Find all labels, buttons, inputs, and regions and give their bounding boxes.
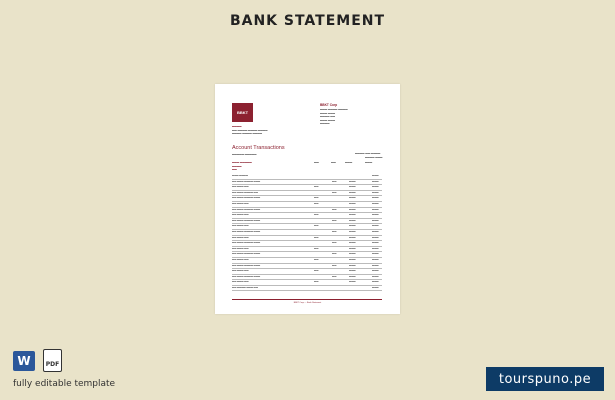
table-row: ▬▬ ▬▬▬ ▬▬ ▬▬ ▬▬▬ ▬▬▬ bbox=[232, 258, 382, 264]
table-header: ▬▬▬ ▬▬▬▬▬ bbox=[232, 161, 252, 164]
table-header: ▬▬ bbox=[314, 161, 319, 164]
section-title: Account Transactions bbox=[232, 145, 285, 151]
statement-dates: ▬▬▬▬ ▬▬ ▬▬▬▬ bbox=[355, 152, 381, 155]
table-row: ▬▬ ▬▬▬ ▬▬ ▬▬ ▬▬▬ ▬▬▬ bbox=[232, 280, 382, 286]
table-row: ▬▬ ▬▬▬ ▬▬▬▬ ▬▬▬ ▬▬ ▬▬▬ ▬▬▬ bbox=[232, 219, 382, 225]
table-row: ▬▬▬ ▬▬▬▬ ▬▬▬ bbox=[232, 174, 382, 180]
bank-address-line: ▬▬▬▬ bbox=[320, 122, 330, 125]
customer-address: ▬▬▬▬ ▬▬▬▬ ▬▬▬▬ bbox=[232, 132, 263, 135]
table-header: ▬▬ bbox=[331, 161, 336, 164]
word-file-icon: W bbox=[13, 351, 35, 371]
customer-name: ▬▬▬▬ bbox=[232, 125, 242, 128]
table-row: ▬▬ ▬▬▬ ▬▬ ▬▬ ▬▬▬ ▬▬▬ bbox=[232, 202, 382, 208]
table-row: ▬▬ ▬▬▬ ▬▬ ▬▬ ▬▬▬ ▬▬▬ bbox=[232, 269, 382, 275]
customer-address: ▬▬ ▬▬▬▬ ▬▬▬▬ ▬▬▬▬ bbox=[232, 128, 268, 132]
table-header: ▬▬▬▬ bbox=[232, 164, 242, 168]
footer-divider bbox=[232, 299, 382, 300]
table-row: ▬▬ ▬▬▬ ▬▬▬▬ ▬▬▬ ▬▬ ▬▬▬ ▬▬▬ bbox=[232, 208, 382, 214]
table-row: ▬▬ ▬▬▬ ▬▬ ▬▬ ▬▬▬ ▬▬▬ bbox=[232, 247, 382, 253]
table-row: ▬▬ ▬▬▬ ▬▬▬▬ ▬▬▬ ▬▬ ▬▬▬ ▬▬▬ bbox=[232, 241, 382, 247]
bank-logo: BBKT bbox=[232, 103, 253, 122]
document-footer: BBKT Corp — Bank Statement bbox=[293, 302, 322, 304]
table-row: ▬▬ ▬▬▬ ▬▬▬▬ ▬▬▬ ▬▬ ▬▬▬ ▬▬▬ bbox=[232, 252, 382, 258]
statement-period: ▬▬▬▬▬ ▬▬▬▬▬ bbox=[232, 153, 257, 156]
statement-document bbox=[215, 84, 400, 314]
page-title: BANK STATEMENT bbox=[229, 13, 386, 29]
table-row: ▬▬ ▬▬▬ ▬▬▬▬ ▬▬▬ ▬▬ ▬▬▬ ▬▬▬ bbox=[232, 230, 382, 236]
table-row: ▬▬ ▬▬▬ ▬▬ ▬▬ ▬▬▬ ▬▬▬ bbox=[232, 224, 382, 230]
bank-address-line: ▬▬▬▬ ▬▬ bbox=[320, 115, 336, 118]
table-row: ▬▬ ▬▬▬ ▬▬▬▬ ▬▬ ▬▬ ▬▬▬ ▬▬▬ bbox=[232, 191, 382, 197]
table-row: ▬▬ ▬▬▬ ▬▬▬▬ ▬▬▬ ▬▬ ▬▬▬ ▬▬▬ bbox=[232, 275, 382, 281]
table-header: ▬▬ bbox=[232, 168, 237, 171]
bank-address-line: ▬▬▬ ▬▬▬ bbox=[320, 118, 336, 122]
table-row: ▬▬ ▬▬▬ ▬▬ ▬▬ ▬▬▬ ▬▬▬ bbox=[232, 236, 382, 242]
table-row: ▬▬ ▬▬▬ ▬▬ ▬▬ ▬▬▬ ▬▬▬ bbox=[232, 185, 382, 191]
transaction-table bbox=[232, 174, 382, 291]
site-watermark: tourspuno.pe bbox=[486, 367, 604, 391]
bank-name: BBKT Corp bbox=[320, 103, 338, 107]
table-row: ▬▬ ▬▬▬ ▬▬ ▬▬ ▬▬▬ ▬▬▬ bbox=[232, 213, 382, 219]
bank-address-line: ▬▬▬ ▬▬▬▬ ▬▬▬▬ bbox=[320, 108, 348, 111]
pdf-file-icon: PDF bbox=[43, 349, 62, 372]
table-row: ▬▬ ▬▬▬ ▬▬▬▬ ▬▬▬ ▬▬ ▬▬▬ ▬▬▬ bbox=[232, 196, 382, 202]
table-header: ▬▬▬ bbox=[345, 161, 353, 164]
table-row: ▬▬ ▬▬▬▬ ▬▬▬ ▬▬ ▬▬▬ bbox=[232, 286, 382, 292]
bank-address-line: ▬▬▬ ▬▬▬ bbox=[320, 111, 336, 115]
statement-dates: ▬▬▬▬ ▬▬▬ bbox=[365, 155, 383, 159]
template-caption: fully editable template bbox=[13, 379, 116, 389]
table-row: ▬▬ ▬▬▬ ▬▬▬▬ ▬▬▬ ▬▬ ▬▬▬ ▬▬▬ bbox=[232, 180, 382, 186]
table-row: ▬▬ ▬▬▬ ▬▬▬▬ ▬▬▬ ▬▬ ▬▬▬ ▬▬▬ bbox=[232, 264, 382, 270]
table-header: ▬▬▬ bbox=[365, 161, 373, 164]
